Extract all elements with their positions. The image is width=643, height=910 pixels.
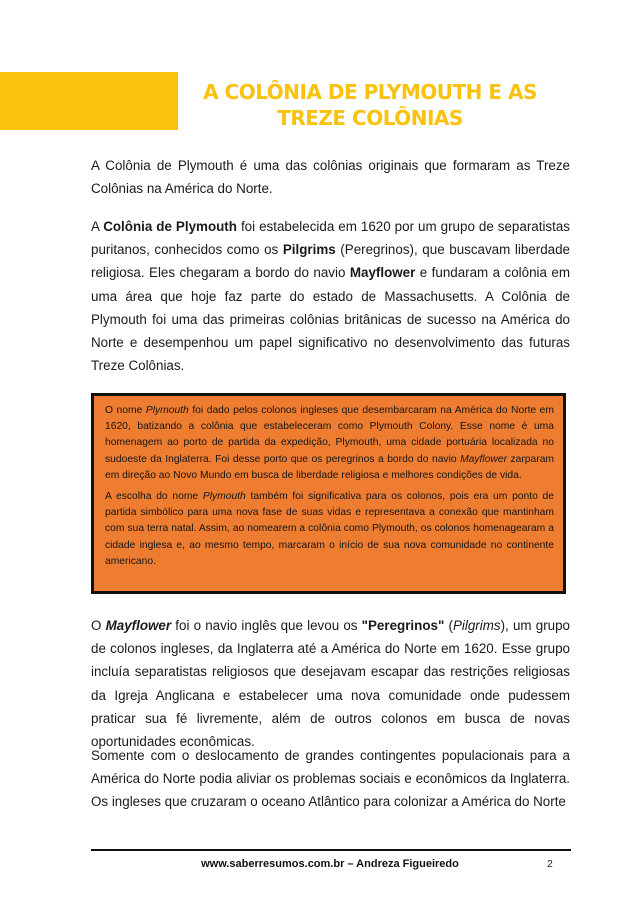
text-run: foi estabelecida em 1620 por um grupo de separatistas puritanos, conhecidos como os (91, 219, 570, 258)
text-run: zarparam em direção ao Novo Mundo em busca de liberdade religiosa e melhores condições de vida. (105, 453, 554, 481)
text-run: O (91, 618, 106, 633)
box-paragraph-2 (105, 489, 554, 570)
italic-plymouth: Plymouth (145, 405, 189, 416)
page-number: 2 (547, 858, 553, 870)
page-title-line-1: A COLÔNIA DE PLYMOUTH E AS (203, 80, 537, 104)
bold-colonia-de-plymouth: Colônia de Plymouth (103, 219, 237, 234)
paragraph-intro: A Colônia de Plymouth é uma das colônias originais que formaram as Treze Colônias na América do Norte. (91, 158, 570, 197)
paragraph-plymouth-colony (91, 215, 570, 377)
text-run: ( (444, 618, 453, 633)
paragraph-migration: Somente com o deslocamento de grandes contingentes populacionais para a América do Norte podia aliviar os problemas sociais e econômicos da Inglaterra. Os ingleses que cruzaram o oceano Atlântico para colonizar a América do Norte (91, 748, 570, 810)
text-run: A escolha do nome (105, 491, 203, 503)
text-run: e fundaram a colônia em uma área que hoje faz parte do estado de Massachusetts. A Colônia de Plymouth foi uma das primeiras colônias britânicas de sucesso na América do Norte e desempenhou um papel significativo no desenvolvimento das futuras Treze Colônias. (91, 265, 571, 374)
text-run: (Peregrinos), que buscavam liberdade religiosa. Eles chegaram a bordo do navio (91, 242, 570, 281)
box-paragraph-1 (105, 403, 554, 484)
bold-mayflower: Mayflower (349, 265, 416, 281)
footer-divider (91, 849, 571, 851)
title-accent-bar (0, 72, 178, 130)
bold-peregrinos: "Peregrinos" (361, 618, 445, 633)
footer-credit: www.saberresumos.com.br – Andreza Figueiredo (201, 858, 459, 870)
italic-mayflower: Mayflower (460, 453, 508, 465)
page-title-line-2: TREZE COLÔNIAS (277, 106, 463, 130)
text-run: foi o navio inglês que levou os (171, 618, 362, 633)
page-title (185, 79, 555, 131)
paragraph-mayflower (91, 614, 570, 753)
text-run: também foi significativa para os colonos, pois era um ponto de partida simbólico para uma nova fase de suas vidas e representava a conexão que mantinham com sua terra natal. Assim, ao nomearem a colônia como Plymouth, os colonos homenagearam a cidade inglesa e, ao mesmo tempo, marcaram o início de sua nova comunidade no continente americano. (105, 491, 554, 567)
bold-pilgrims: Pilgrims (282, 242, 336, 258)
italic-pilgrims: Pilgrims (452, 618, 501, 633)
text-run: A (91, 219, 104, 234)
text-run: foi dado pelos colonos ingleses que desembarcaram na América do Norte em 1620, batizando a colônia que estabeleceram como Plymouth Colony. Esse nome é uma homenagem ao porto de partida da expedição, Plymouth, uma cidade portuária localizada no sudoeste da Inglaterra. Foi desse porto que os peregrinos a bordo do navio (105, 405, 554, 465)
text-run: O nome (105, 405, 146, 416)
bold-italic-mayflower: Mayflower (105, 618, 172, 633)
text-run: ), um grupo de colonos ingleses, da Inglaterra até a América do Norte em 1620. Esse grupo incluía separatistas religiosos que desejavam escapar das restrições religiosas da Igreja Anglicana e estabelecer uma nova comunidade onde pudessem praticar sua fé livremente, além de outros colonos em busca de novas oportunidades econômicas. (91, 618, 570, 750)
highlight-box (91, 393, 566, 594)
italic-plymouth: Plymouth (202, 491, 246, 503)
